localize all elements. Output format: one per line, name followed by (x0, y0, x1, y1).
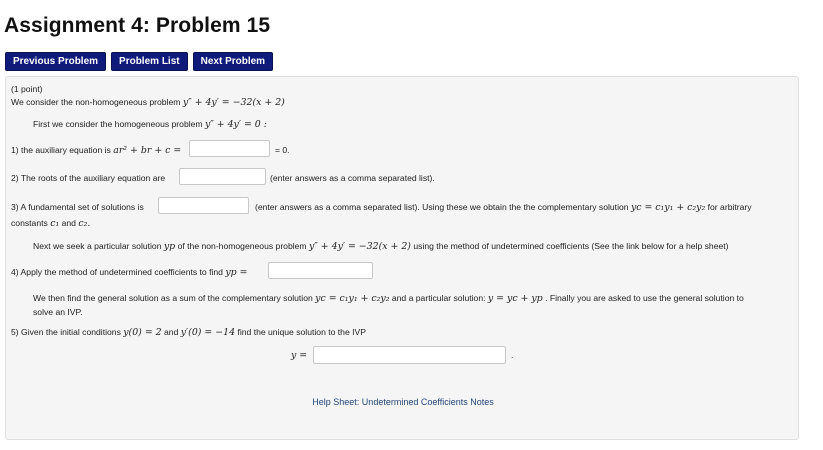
q3-c1: c₁ (50, 218, 60, 229)
homog-equation: y″ + 4y′ = 0 : (204, 119, 267, 130)
next-yp: yp (163, 241, 176, 252)
q3-cont-line (11, 218, 90, 229)
q2-text: 2) The roots of the auxiliary equation are (11, 173, 166, 183)
general-line (33, 293, 744, 304)
problem-box (5, 76, 799, 440)
next-problem-button[interactable]: Next Problem (193, 52, 273, 71)
q5-eq1: y(0) = 2 (123, 327, 162, 338)
q1-suffix: = 0. (275, 145, 290, 155)
general-tail: . Finally you are asked to use the general solution to (545, 293, 744, 303)
q4-equation: yp = (225, 267, 248, 278)
q1-text: 1) the auxiliary equation is (11, 145, 111, 155)
q5-and: and (164, 327, 179, 337)
q3-hint-line (255, 202, 752, 213)
next-equation: y″ + 4y′ = −32(x + 2) (308, 241, 411, 252)
general-text: We then find the general solution as a sum of the complementary solution (33, 293, 313, 303)
homogeneous-line (33, 119, 267, 130)
final-label: y = (291, 350, 308, 361)
q3-text: 3) A fundamental set of solutions is (11, 202, 144, 212)
next-mid: of the non-homogeneous problem (177, 241, 307, 251)
points-label: (1 point) (11, 84, 43, 94)
q5-line (11, 327, 366, 338)
general-eq1: yc = c₁y₁ + c₂y₂ (315, 293, 390, 304)
homog-text: First we consider the homogeneous problem (33, 119, 203, 129)
q4-text: 4) Apply the method of undetermined coefficients to find (11, 267, 223, 277)
q3-hint: (enter answers as a comma separated list). Using these we obtain the the complementary solution (255, 202, 629, 212)
q5-answer-input[interactable] (313, 346, 506, 364)
previous-problem-button[interactable]: Previous Problem (5, 52, 106, 71)
q3-cont: constants (11, 218, 48, 228)
q2-hint: (enter answers as a comma separated list). (270, 173, 435, 183)
q1-line (11, 145, 181, 156)
final-period: . (511, 350, 514, 360)
q1-equation: ar² + br + c = (113, 145, 182, 156)
general-eq2: y = yc + yp (487, 293, 543, 304)
particular-line (33, 241, 729, 252)
q3-c2: c₂. (78, 218, 91, 229)
next-tail: using the method of undetermined coefficients (See the link below for a help sheet) (413, 241, 729, 251)
q4-line (11, 267, 247, 278)
intro-equation: y″ + 4y′ = −32(x + 2) (182, 97, 285, 108)
general-cont: solve an IVP. (33, 307, 83, 317)
problem-navigation (5, 52, 273, 71)
q3-tail: for arbitrary (707, 202, 752, 212)
q5-text: 5) Given the initial conditions (11, 327, 121, 337)
general-mid: and a particular solution: (391, 293, 486, 303)
intro-line (11, 97, 285, 108)
page-title: Assignment 4: Problem 15 (4, 14, 271, 37)
q3-equation: yc = c₁y₁ + c₂y₂ (630, 202, 706, 213)
q5-eq2: y′(0) = −14 (180, 327, 236, 338)
problem-list-button[interactable]: Problem List (111, 52, 188, 71)
q3-answer-input[interactable] (158, 197, 249, 214)
q4-answer-input[interactable] (268, 262, 373, 279)
q3-and: and (61, 218, 76, 228)
next-text: Next we seek a particular solution (33, 241, 162, 251)
q2-answer-input[interactable] (179, 168, 266, 185)
q1-answer-input[interactable] (189, 140, 270, 157)
help-sheet-link[interactable]: Help Sheet: Undetermined Coefficients Notes (312, 397, 494, 407)
q5-tail: find the unique solution to the IVP (237, 327, 366, 337)
intro-text: We consider the non-homogeneous problem (11, 97, 181, 107)
